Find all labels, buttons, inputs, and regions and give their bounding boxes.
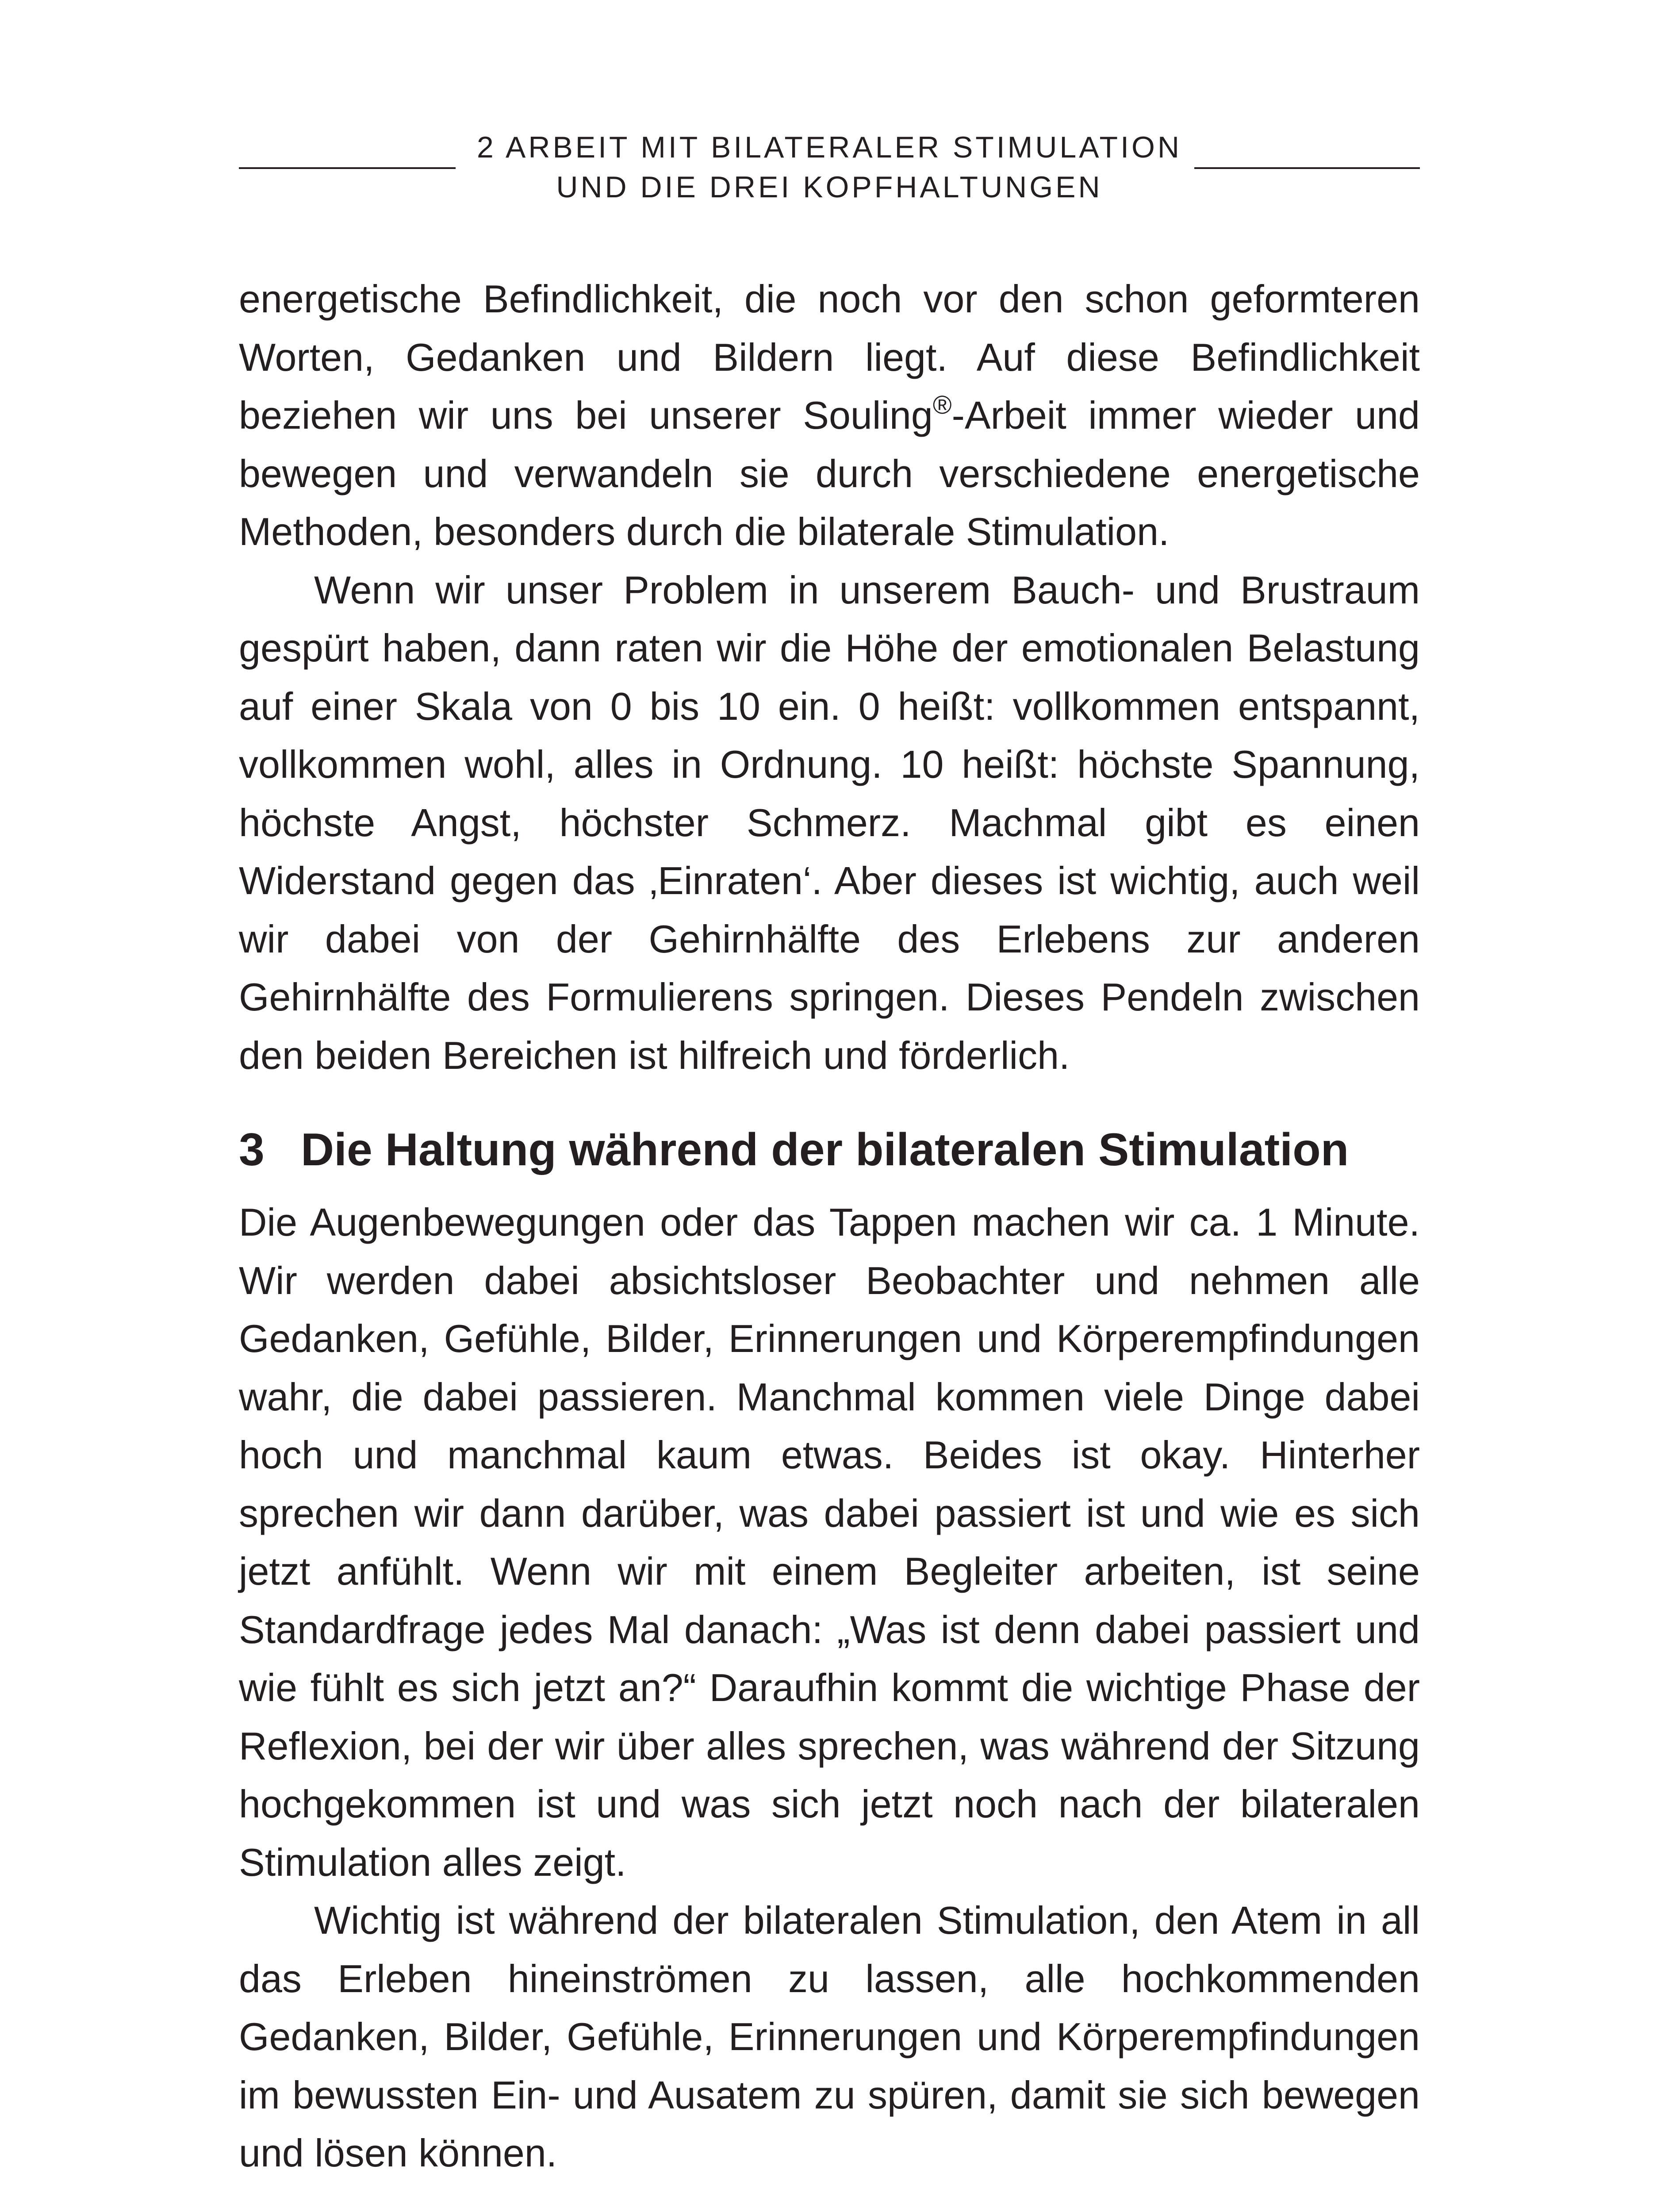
running-header <box>239 127 1420 207</box>
registered-mark: ® <box>932 391 952 419</box>
page-body <box>239 270 1420 2182</box>
section-number: 3 <box>239 1124 265 1175</box>
section-heading <box>239 1119 1420 1181</box>
running-header-line-2: UND DIE DREI KOPFHALTUNGEN <box>556 170 1103 204</box>
paragraph-continued-start: energetische Befindlichkeit, die noch vor den schon geformteren Worten, Gedanken und Bildern liegt. Auf diese Befindlichkeit beziehen wir uns bei unserer Souling <box>239 277 1420 437</box>
paragraph-scale: Wenn wir unser Problem in unserem Bauch- und Brustraum gespürt haben, dann raten wir die Höhe der emotionalen Belastung auf einer Skala von 0 bis 10 ein. 0 heißt: vollkommen entspannt, vollkommen wohl, alles in Ordnung. 10 heißt: höchste Spannung, höchste Angst, höchster Schmerz. Machmal gibt es einen Widerstand gegen das ‚Einraten‘. Aber dieses ist wichtig, auch weil wir dabei von der Gehirnhälfte des Erlebens zur anderen Gehirnhälfte des Formulierens springen. Dieses Pendeln zwischen den beiden Bereichen ist hilfreich und förderlich. <box>239 568 1420 1077</box>
section-title: Die Haltung während der bilateralen Stimulation <box>301 1124 1349 1175</box>
paragraph-breath: Wichtig ist während der bilateralen Stimulation, den Atem in all das Erleben hineinströmen zu lassen, alle hochkommenden Gedanken, Bilder, Gefühle, Erinnerungen und Körperempfindungen im bewussten Ein- und Ausatem zu spüren, damit sie sich bewegen und lösen können. <box>239 1898 1420 2175</box>
paragraph-continued-end: -Arbeit immer wieder und bewegen und verwandeln sie durch verschiedene energetische Methoden, besonders durch die bilaterale Stimulation. <box>239 393 1420 553</box>
paragraph-eye-movements: Die Augenbewegungen oder das Tappen machen wir ca. 1 Minute. Wir werden dabei absichtsloser Beobachter und nehmen alle Gedanken, Gefühle, Bilder, Erinnerungen und Körperempfindungen wahr, die dabei passieren. Manchmal kommen viele Dinge dabei hoch und manchmal kaum etwas. Beides ist okay. Hinterher sprechen wir dann darüber, was dabei passiert ist und wie es sich jetzt anfühlt. Wenn wir mit einem Begleiter arbeiten, ist seine Standardfrage jedes Mal danach: „Was ist denn dabei passiert und wie fühlt es sich jetzt an?“ Daraufhin kommt die wichtige Phase der Reflexion, bei der wir über alles sprechen, was während der Sitzung hochgekommen ist und was sich jetzt noch nach der bilateralen Stimulation alles zeigt. <box>239 1200 1420 1884</box>
running-header-line-1: 2 ARBEIT MIT BILATERALER STIMULATION <box>477 131 1182 164</box>
paragraph-continued <box>239 270 1420 561</box>
